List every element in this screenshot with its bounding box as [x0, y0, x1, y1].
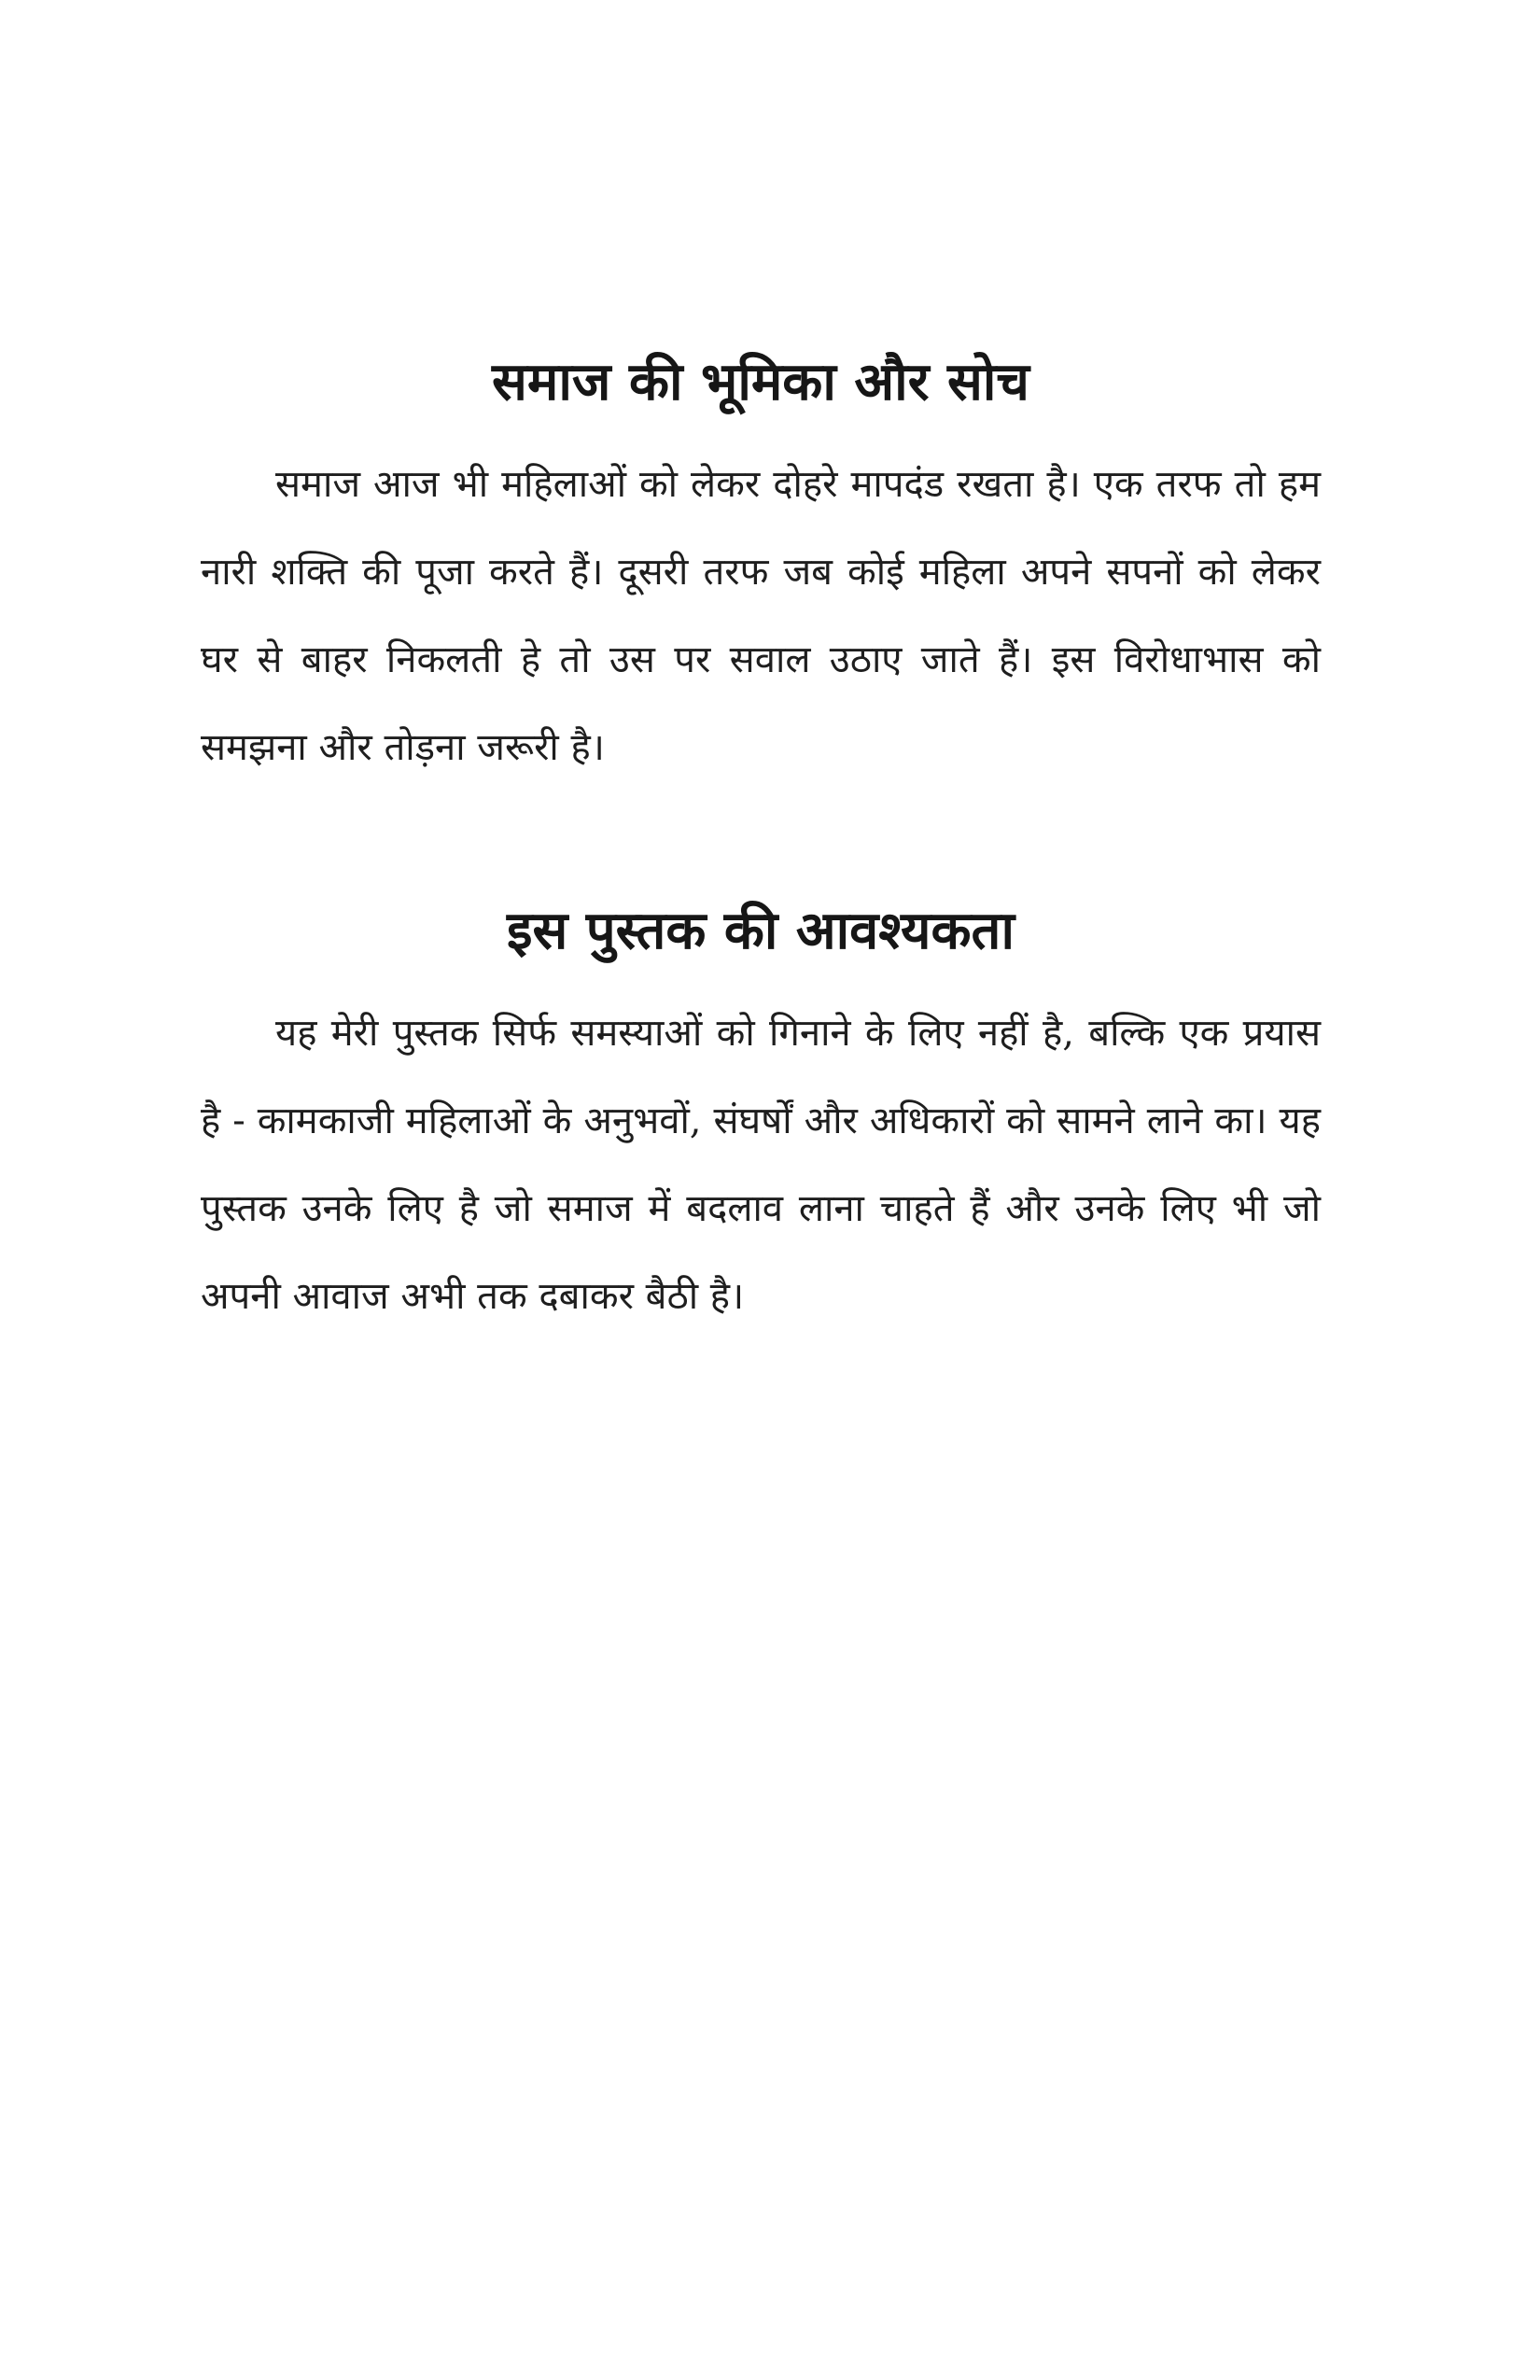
section-paragraph: यह मेरी पुस्तक सिर्फ समस्याओं को गिनाने के लिए नहीं है, बल्कि एक प्रयास है - कामकाजी महिलाओं के अनुभवों, संघर्षों और अधिकारों को सामने लाने का। यह पुस्तक उनके लिए है जो समाज में बदलाव लाना चाहते हैं और उनके लिए भी जो अपनी आवाज अभी तक दबाकर बैठी है।: [201, 1012, 1321, 1318]
section-society-role: [201, 345, 1321, 791]
page-content: [201, 345, 1321, 1340]
section-book-need: [201, 894, 1321, 1340]
section-title: इस पुस्तक की आवश्यकता: [507, 901, 1015, 961]
section-paragraph: समाज आज भी महिलाओं को लेकर दोहरे मापदंड रखता है। एक तरफ तो हम नारी शक्ति की पूजा करते हैं। दूसरी तरफ जब कोई महिला अपने सपनों को लेकर घर से बाहर निकलती हे तो उस पर सवाल उठाए जाते हैं। इस विरोधाभास को समझना और तोड़ना जरूरी है।: [201, 463, 1321, 769]
section-title: समाज की भूमिका और सोच: [492, 352, 1029, 413]
